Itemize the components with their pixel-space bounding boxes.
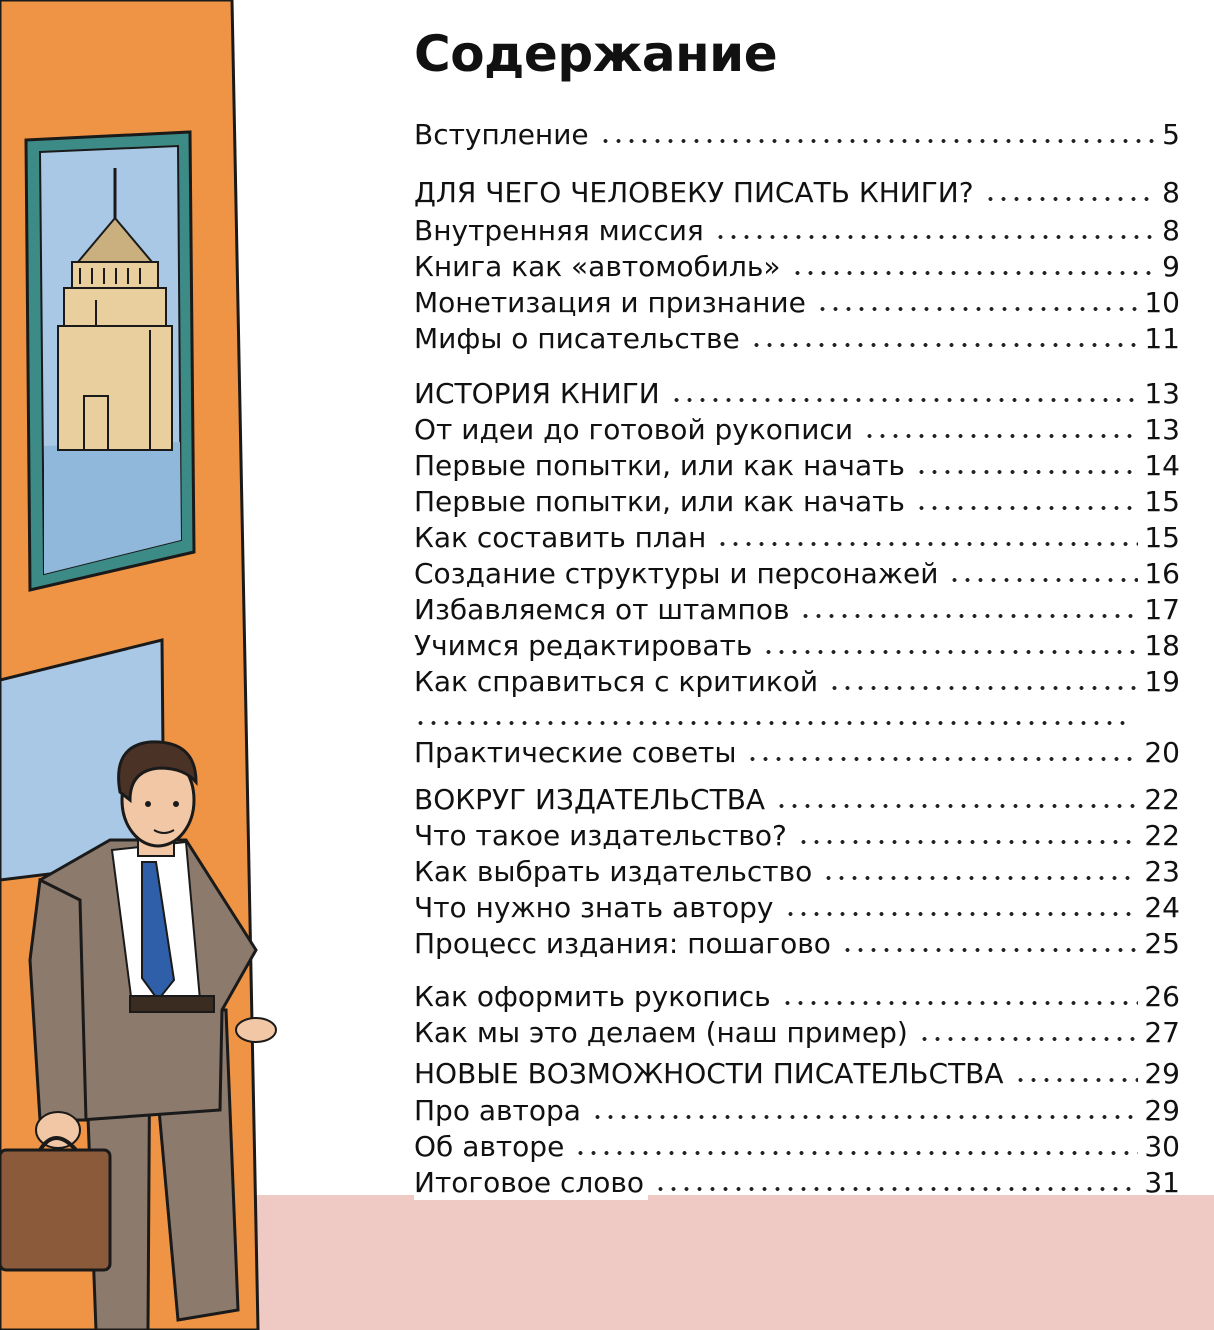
dot-leader xyxy=(791,270,1154,276)
toc-entry xyxy=(414,627,1180,663)
toc-entry-label: Что нужно знать автору xyxy=(414,891,778,925)
toc-entry-label: Первые попытки, или как начать xyxy=(414,449,909,483)
toc-entry-page: 19 xyxy=(1144,665,1180,698)
toc-entry xyxy=(414,1128,1180,1164)
toc-entry-page: 27 xyxy=(1144,1016,1180,1049)
dot-leader xyxy=(863,433,1138,439)
dot-leader xyxy=(591,1114,1138,1120)
dot-leader xyxy=(746,756,1138,762)
toc-entry-page: 15 xyxy=(1144,521,1180,554)
toc-entry xyxy=(414,212,1180,248)
toc-entry-page: 20 xyxy=(1144,736,1180,769)
toc-entry xyxy=(414,925,1180,961)
toc-entry xyxy=(414,411,1180,447)
toc-entry-page: 8 xyxy=(1162,214,1180,247)
toc-section-label: ВОКРУГ ИЗДАТЕЛЬСТВА xyxy=(414,783,769,817)
toc-entry xyxy=(414,734,1180,770)
dot-leader xyxy=(599,138,1154,144)
toc-entry-page: 5 xyxy=(1162,118,1180,151)
toc-entry xyxy=(414,1092,1180,1128)
toc-entry-label: Вступление xyxy=(414,118,593,152)
toc-section xyxy=(414,174,1180,210)
dot-leader xyxy=(984,196,1154,202)
toc-entry-label: Учимся редактировать xyxy=(414,629,756,663)
toc-entry-page: 13 xyxy=(1144,377,1180,410)
toc-entry xyxy=(414,1164,1180,1200)
toc-entry xyxy=(414,978,1180,1014)
dot-leader xyxy=(918,1036,1139,1042)
toc-entry-label: Процесс издания: пошагово xyxy=(414,927,835,961)
dot-leader xyxy=(822,875,1138,881)
toc-entry-page: 22 xyxy=(1144,783,1180,816)
dot-leader xyxy=(948,577,1138,583)
toc-entry-page: 11 xyxy=(1144,322,1180,355)
toc-entry-page: 14 xyxy=(1144,449,1180,482)
toc-section xyxy=(414,781,1180,817)
dot-leader xyxy=(816,306,1139,312)
toc-section xyxy=(414,1055,1180,1091)
toc-entry xyxy=(414,483,1180,519)
toc-entry-page: 25 xyxy=(1144,927,1180,960)
toc-entry-page: 17 xyxy=(1144,593,1180,626)
toc-entry-label: Об авторе xyxy=(414,1130,568,1164)
dot-leader xyxy=(781,1000,1139,1006)
toc-entry xyxy=(414,320,1180,356)
toc-entry-label: Итоговое слово xyxy=(414,1166,648,1200)
toc-entry-page: 30 xyxy=(1144,1130,1180,1163)
dot-leader xyxy=(762,649,1138,655)
toc-entry-label: Книга как «автомобиль» xyxy=(414,250,785,284)
toc-entry-label: Про автора xyxy=(414,1094,585,1128)
toc-entry-page: 13 xyxy=(1144,413,1180,446)
dot-leader xyxy=(915,505,1138,511)
toc-section-label: ИСТОРИЯ КНИГИ xyxy=(414,377,664,411)
dot-leader xyxy=(775,803,1138,809)
toc-entry-page: 29 xyxy=(1144,1094,1180,1127)
toc-entry-page: 23 xyxy=(1144,855,1180,888)
dot-leader xyxy=(654,1186,1138,1192)
toc-entry-page: 31 xyxy=(1144,1166,1180,1199)
toc-entry-label: Практические советы xyxy=(414,736,740,770)
toc-entry-page: 16 xyxy=(1144,557,1180,590)
toc-entry-label: Как выбрать издательство xyxy=(414,855,816,889)
toc-entry-label: Как справиться с критикой xyxy=(414,665,822,699)
table-of-contents xyxy=(414,0,1180,1210)
toc-entry-page: 29 xyxy=(1144,1057,1180,1090)
toc-entry xyxy=(414,447,1180,483)
toc-entry-label: Создание структуры и персонажей xyxy=(414,557,942,591)
toc-entry xyxy=(414,591,1180,627)
dot-leader xyxy=(574,1150,1138,1156)
toc-entry-page: 8 xyxy=(1162,176,1180,209)
toc-entry-page: 10 xyxy=(1144,286,1180,319)
businessman-illustration xyxy=(0,0,300,1330)
toc-section xyxy=(414,375,1180,411)
toc-entry-page: 9 xyxy=(1162,250,1180,283)
toc-entry xyxy=(414,817,1180,853)
toc-section-label: ДЛЯ ЧЕГО ЧЕЛОВЕКУ ПИСАТЬ КНИГИ? xyxy=(414,176,978,210)
toc-section-label: НОВЫЕ ВОЗМОЖНОСТИ ПИСАТЕЛЬСТВА xyxy=(414,1057,1008,1091)
toc-entry-label: Как мы это делаем (наш пример) xyxy=(414,1016,912,1050)
framed-skyscraper-picture xyxy=(26,132,194,590)
toc-entry-label: Монетизация и признание xyxy=(414,286,810,320)
toc-entry-label: Первые попытки, или как начать xyxy=(414,485,909,519)
toc-entry-label: Избавляемся от штампов xyxy=(414,593,793,627)
dot-leader xyxy=(670,397,1139,403)
dot-leader xyxy=(714,234,1154,240)
toc-entry xyxy=(414,555,1180,591)
dot-leader xyxy=(799,613,1138,619)
toc-entry xyxy=(414,284,1180,320)
toc-entry xyxy=(414,116,1180,152)
toc-title: Содержание xyxy=(414,25,778,83)
toc-entry-page: 18 xyxy=(1144,629,1180,662)
toc-entry-page: 15 xyxy=(1144,485,1180,518)
toc-entry xyxy=(414,1014,1180,1050)
dot-leader xyxy=(716,541,1138,547)
toc-entry-label: Внутренняя миссия xyxy=(414,214,708,248)
dot-leader xyxy=(784,911,1139,917)
dot-leader xyxy=(828,685,1138,691)
dot-leader xyxy=(750,342,1139,348)
toc-entry-page: 26 xyxy=(1144,980,1180,1013)
toc-entry xyxy=(414,889,1180,925)
dot-leader xyxy=(1014,1077,1139,1083)
toc-entry xyxy=(414,248,1180,284)
toc-entry-label: Как составить план xyxy=(414,521,710,555)
dot-separator xyxy=(414,720,1130,726)
toc-entry-page: 22 xyxy=(1144,819,1180,852)
toc-entry-page: 24 xyxy=(1144,891,1180,924)
toc-entry-label: Мифы о писательстве xyxy=(414,322,744,356)
toc-entry xyxy=(414,519,1180,555)
toc-entry-label: Как оформить рукопись xyxy=(414,980,775,1014)
dot-leader xyxy=(841,947,1138,953)
toc-entry-label: От идеи до готовой рукописи xyxy=(414,413,857,447)
briefcase-icon xyxy=(0,1150,110,1270)
toc-entry xyxy=(414,853,1180,889)
toc-entry xyxy=(414,663,1180,699)
dot-leader xyxy=(797,839,1138,845)
dot-leader xyxy=(915,469,1138,475)
toc-entry-label: Что такое издательство? xyxy=(414,819,791,853)
